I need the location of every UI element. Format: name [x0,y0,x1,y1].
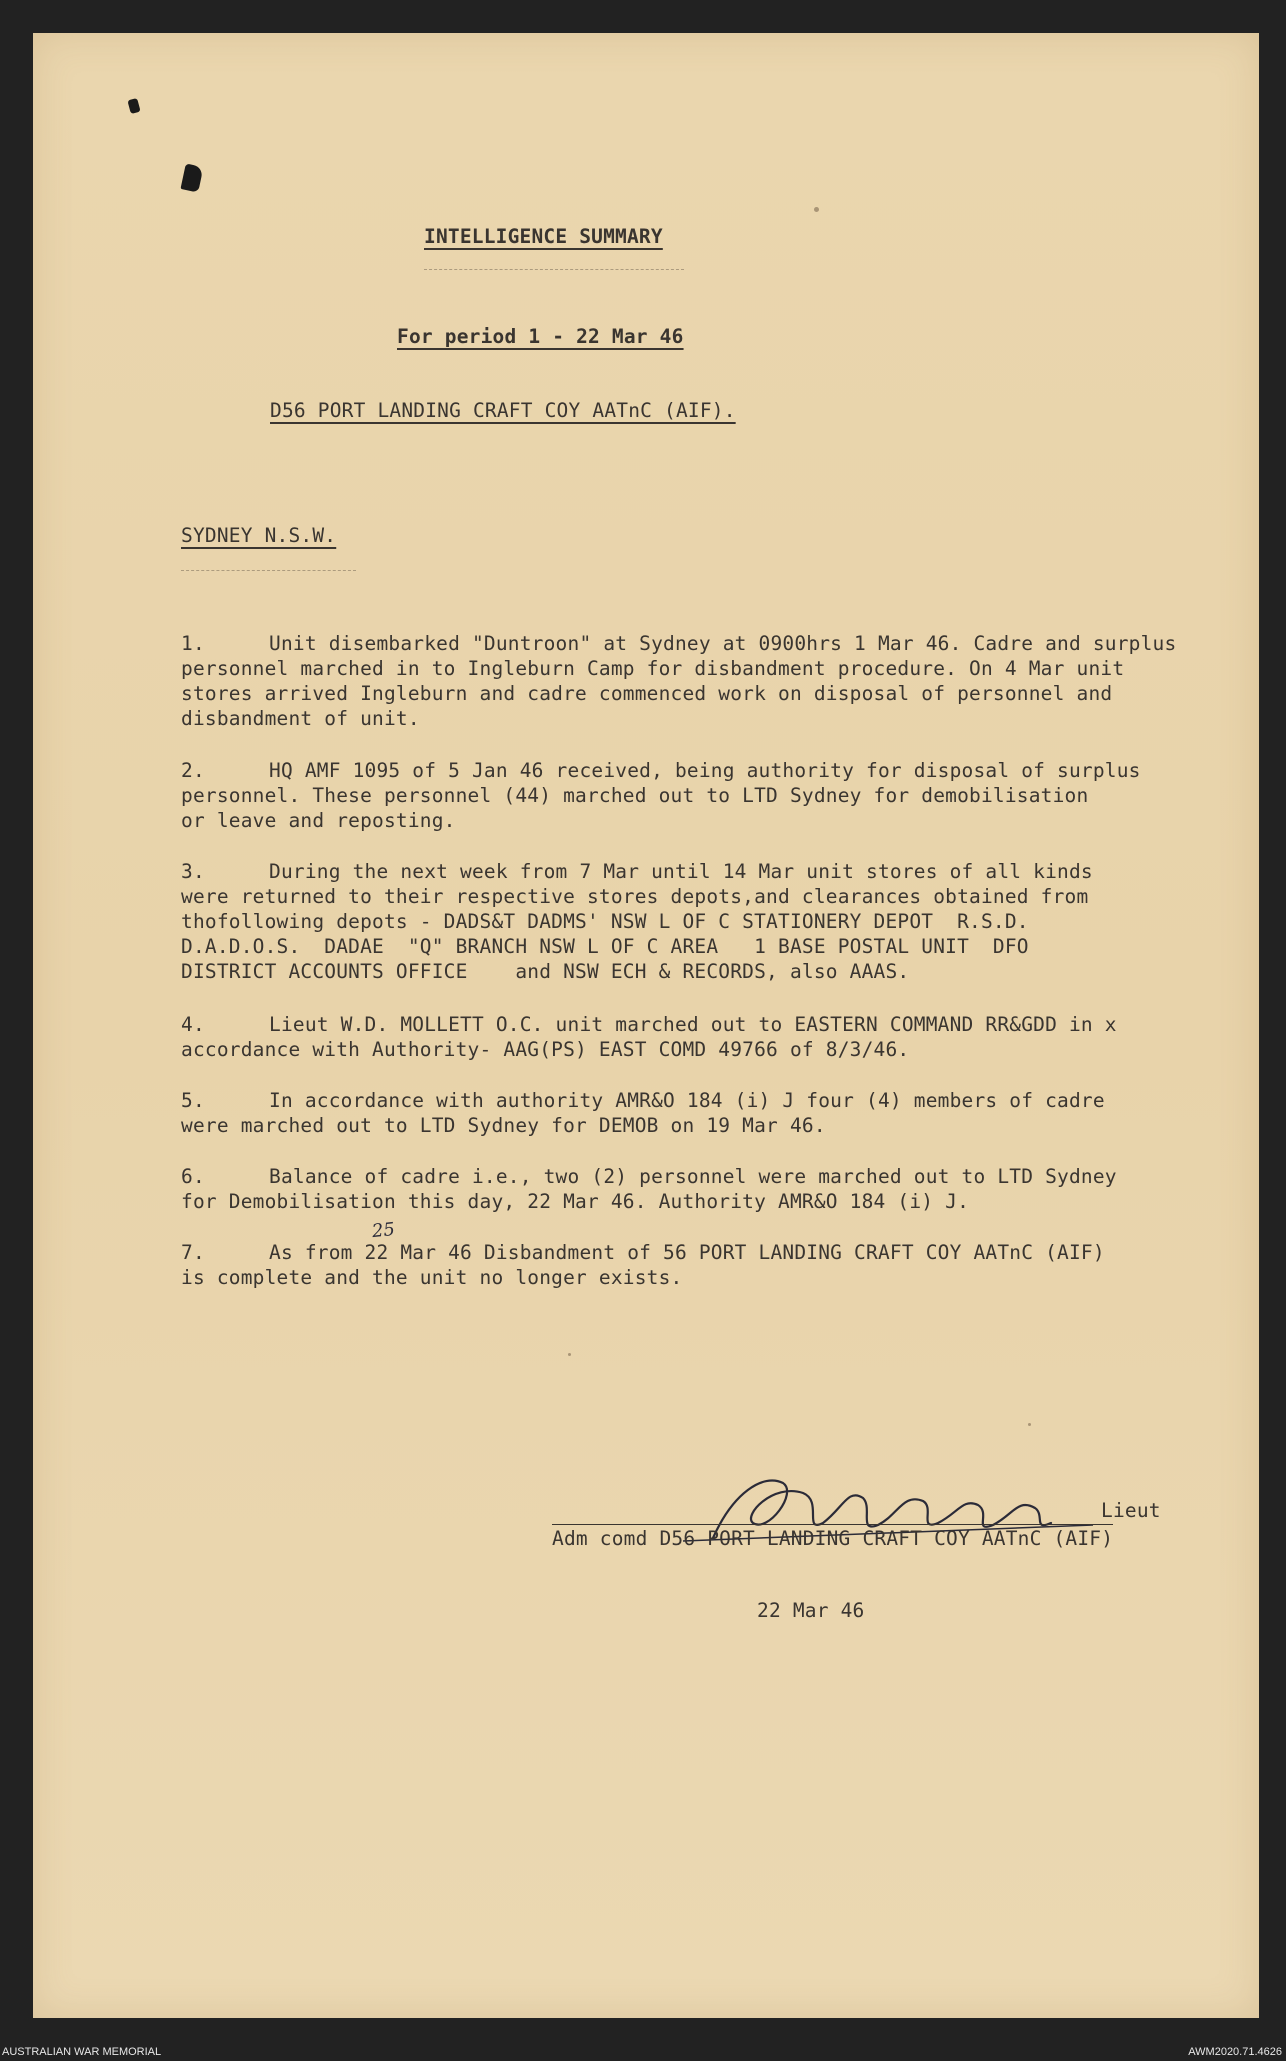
punch-mark-lower [180,163,203,192]
paragraph-line: personnel marched in to Ingleburn Camp for disbandment procedure. On 4 Mar unit [181,657,1125,680]
footer-left: AUSTRALIAN WAR MEMORIAL [2,2046,162,2058]
signature-appointment: Adm comd D56 PORT LANDING CRAFT COY AATnC (AIF) [552,1524,1113,1550]
paragraph-line: were marched out to LTD Sydney for DEMOB on 19 Mar 46. [181,1114,826,1137]
paragraph-line: personnel. These personnel (44) marched out to LTD Sydney for demobilisation [181,784,1089,807]
title-dash-rule [424,269,684,270]
paragraph-7 [181,1240,1241,1290]
paper-speck [814,207,819,212]
paragraph-line: accordance with Authority- AAG(PS) EAST COMD 49766 of 8/3/46. [181,1038,910,1061]
paragraph-number: 2. [181,759,205,782]
paragraph-line: In accordance with authority AMR&O 184 (i) J four (4) members of cadre [269,1089,1105,1112]
paragraph-line: thofollowing depots - DADS&T DADMS' NSW L OF C STATIONERY DEPOT R.S.D. [181,910,1029,933]
handwritten-date-correction: 25 [370,1218,396,1243]
paragraph-line: DISTRICT ACCOUNTS OFFICE and NSW ECH & RECORDS, also AAAS. [181,960,910,983]
document-title: INTELLIGENCE SUMMARY [424,225,663,248]
paragraph-line: is complete and the unit no longer exists. [181,1266,683,1289]
paragraph-line: were returned to their respective stores depots,and clearances obtained from [181,885,1089,908]
paragraph-number: 7. [181,1241,205,1264]
signature-rank: Lieut [1101,1499,1161,1522]
paragraph-line: Balance of cadre i.e., two (2) personnel were marched out to LTD Sydney [269,1165,1117,1188]
paper-speck [1028,1423,1031,1426]
paragraph-line: or leave and reposting. [181,809,456,832]
paragraph-line: HQ AMF 1095 of 5 Jan 46 received, being authority for disposal of surplus [269,759,1141,782]
paragraph-number: 6. [181,1165,205,1188]
paragraph-line: As from 22 Mar 46 Disbandment of 56 PORT LANDING CRAFT COY AATnC (AIF) [269,1241,1105,1264]
document-page [33,33,1259,2018]
signature-date: 22 Mar 46 [757,1599,865,1622]
location-heading: SYDNEY N.S.W. [181,524,337,547]
paragraph-line: for Demobilisation this day, 22 Mar 46. Authority AMR&O 184 (i) J. [181,1190,970,1213]
paragraph-line: stores arrived Ingleburn and cadre commenced work on disposal of personnel and [181,682,1113,705]
period-line: For period 1 - 22 Mar 46 [397,325,684,348]
paragraph-number: 3. [181,860,205,883]
location-dash-rule [181,570,356,571]
unit-line: D56 PORT LANDING CRAFT COY AATnC (AIF). [270,399,736,422]
paragraph-6 [181,1164,1241,1214]
paragraph-line: Lieut W.D. MOLLETT O.C. unit marched out to EASTERN COMMAND RR&GDD in x [269,1013,1117,1036]
paragraph-number: 5. [181,1089,205,1112]
paragraph-number: 1. [181,632,205,655]
paragraph-line: D.A.D.O.S. DADAE "Q" BRANCH NSW L OF C AREA 1 BASE POSTAL UNIT DFO [181,935,1029,958]
footer-right: AWM2020.71.4626 [1188,2046,1282,2058]
paragraph-line: Unit disembarked "Duntroon" at Sydney at 0900hrs 1 Mar 46. Cadre and surplus [269,632,1177,655]
paragraph-line: disbandment of unit. [181,707,420,730]
paragraph-5 [181,1088,1241,1138]
paragraph-4 [181,1012,1241,1062]
paragraph-2 [181,758,1241,833]
paper-speck [568,1353,571,1356]
paragraph-3 [181,859,1241,984]
punch-mark-top [127,98,140,114]
paragraph-line: During the next week from 7 Mar until 14 Mar unit stores of all kinds [269,860,1093,883]
paragraph-1 [181,631,1241,731]
paragraph-number: 4. [181,1013,205,1036]
